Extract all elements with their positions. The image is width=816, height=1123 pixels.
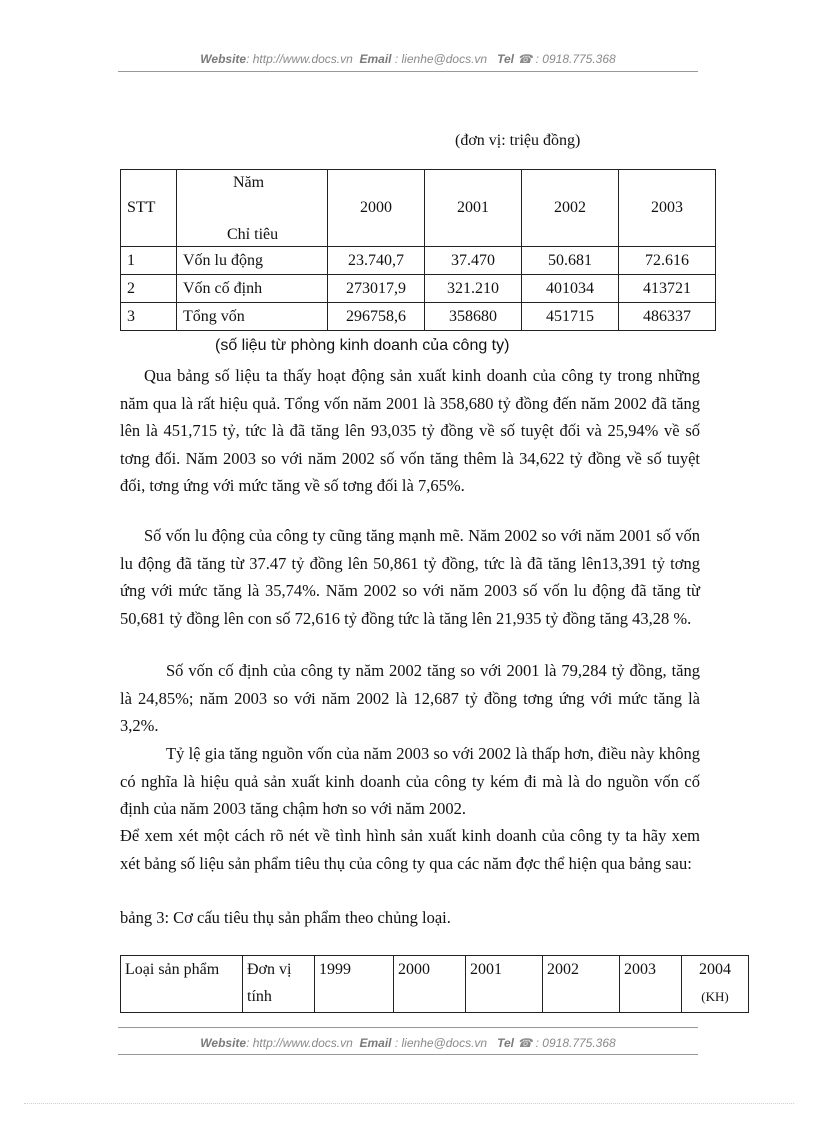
email-label: Email <box>359 1036 392 1050</box>
email-value: : lienhe@docs.vn <box>394 1036 488 1050</box>
tel-label: Tel <box>497 1036 514 1050</box>
cell-value: 413721 <box>619 275 716 303</box>
header-year: 2003 <box>620 956 682 1013</box>
cell-value: 50.681 <box>522 247 619 275</box>
cell-value: 358680 <box>425 303 522 331</box>
cell-value: 401034 <box>522 275 619 303</box>
tel-value: ☎ : 0918.775.368 <box>517 52 616 66</box>
header-year: 2004 <box>699 961 731 978</box>
header-unit: Đơn vị tính <box>243 956 315 1013</box>
paragraph: Số vốn lu động của công ty cũng tăng mạnh mẽ. Năm 2002 so với năm 2001 số vốn lu động đã tăng từ 37.47 tỷ đồng lên 50,861 tỷ đồng, tức là đã tăng lên13,391 tỷ tơng ứng với mức tăng là 35,74%. Năm 2002 so với năm 2003 số vốn lu động đã tăng từ 50,681 tỷ đồng lên con số 72,616 tỷ đồng tức là tăng lên 21,935 tỷ đồng tăng 43,28 %. <box>120 526 700 628</box>
cell-stt: 3 <box>121 303 177 331</box>
header-year: 2002 <box>522 170 619 247</box>
header-rule <box>118 71 698 72</box>
header-year: 1999 <box>315 956 394 1013</box>
page-edge <box>24 1103 794 1104</box>
table-row <box>121 303 716 331</box>
unit-note: (đơn vị: triệu đồng) <box>455 132 581 149</box>
website-value: : http://www.docs.vn <box>246 1036 353 1050</box>
header-chitieu: Chỉ tiêu <box>227 226 279 243</box>
cell-value: 72.616 <box>619 247 716 275</box>
footer-rule-bottom <box>118 1054 698 1055</box>
cell-indicator: Vốn cố định <box>177 275 328 303</box>
table-header-row <box>121 956 749 1013</box>
website-value: : http://www.docs.vn <box>246 52 353 66</box>
paragraph: Qua bảng số liệu ta thấy hoạt động sản xuất kinh doanh của công ty trong những năm qua là rất hiệu quả. Tổng vốn năm 2001 là 358,680 tỷ đồng đến năm 2002 đã tăng lên là 451,715 tỷ, tức là đã tăng lên 93,035 tỷ đồng về số tuyệt đối và 25,94% về số tơng đối. Năm 2003 so với năm 2002 số vốn tăng thêm là 34,622 tỷ đồng về số tuyệt đối, tơng ứng với mức tăng về số tơng đối là 7,65%. <box>120 366 700 495</box>
email-value: : lienhe@docs.vn <box>394 52 488 66</box>
cell-value: 321.210 <box>425 275 522 303</box>
table-row <box>121 247 716 275</box>
header-year: 2001 <box>425 170 522 247</box>
header-diagonal <box>177 170 328 247</box>
capital-table <box>120 169 716 331</box>
paragraph: Để xem xét một cách rõ nét về tình hình sản xuất kinh doanh của công ty ta hãy xem xét bảng số liệu sản phẩm tiêu thụ của công ty qua các năm đợc thể hiện qua bảng sau: <box>120 826 700 873</box>
tel-label: Tel <box>497 52 514 66</box>
page-footer <box>0 1036 816 1050</box>
table-caption: (số liệu từ phòng kinh doanh của công ty) <box>215 337 510 354</box>
cell-value: 273017,9 <box>328 275 425 303</box>
cell-value: 451715 <box>522 303 619 331</box>
cell-indicator: Vốn lu động <box>177 247 328 275</box>
cell-value: 37.470 <box>425 247 522 275</box>
website-label: Website <box>200 1036 247 1050</box>
cell-indicator: Tổng vốn <box>177 303 328 331</box>
footer-rule <box>118 1027 698 1028</box>
header-year: 2001 <box>466 956 543 1013</box>
email-label: Email <box>359 52 392 66</box>
page-header <box>0 52 816 66</box>
header-stt: STT <box>121 170 177 247</box>
plan-note: (KH) <box>701 989 729 1004</box>
header-year-plan <box>682 956 749 1013</box>
cell-value: 486337 <box>619 303 716 331</box>
paragraph: Số vốn cố định của công ty năm 2002 tăng so với 2001 là 79,284 tỷ đồng, tăng là 24,85%; năm 2003 so với năm 2002 là 12,687 tỷ đồng tơng ứng với mức tăng là 3,2%. <box>120 661 700 735</box>
cell-stt: 2 <box>121 275 177 303</box>
table-title: bảng 3: Cơ cấu tiêu thụ sản phẩm theo chủng loại. <box>120 908 451 927</box>
table-header-row <box>121 170 716 247</box>
product-table <box>120 955 749 1013</box>
header-year: 2000 <box>328 170 425 247</box>
website-label: Website <box>200 52 247 66</box>
header-year: 2000 <box>394 956 466 1013</box>
header-product: Loại sản phẩm <box>121 956 243 1013</box>
table-row <box>121 275 716 303</box>
header-year: 2003 <box>619 170 716 247</box>
cell-value: 23.740,7 <box>328 247 425 275</box>
cell-stt: 1 <box>121 247 177 275</box>
cell-value: 296758,6 <box>328 303 425 331</box>
header-nam: Năm <box>233 174 265 191</box>
header-year: 2002 <box>543 956 620 1013</box>
tel-value: ☎ : 0918.775.368 <box>517 1036 616 1050</box>
paragraph: Tỷ lệ gia tăng nguồn vốn của năm 2003 so với 2002 là thấp hơn, điều này không có nghĩa là hiệu quả sản xuất kinh doanh của công ty kém đi mà là do nguồn vốn cố định của năm 2003 tăng chậm hơn so với năm 2002. <box>120 744 700 818</box>
